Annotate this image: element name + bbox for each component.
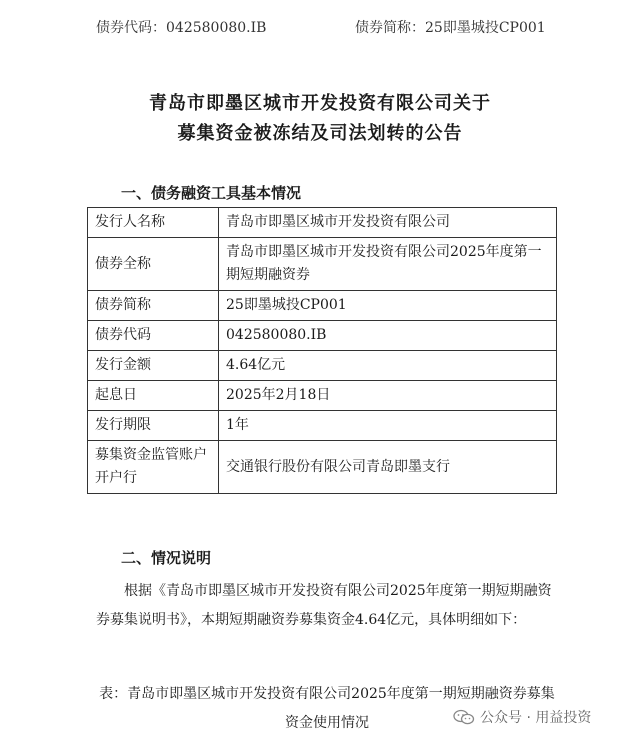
watermark-text: 公众号 · 用益投资 [480,710,592,726]
table-caption: 表：青岛市即墨区城市开发投资有限公司2025年度第一期短期融资券募集资金使用情况 [99,686,555,731]
wechat-icon [453,709,475,725]
table-row [88,321,557,351]
row-value: 青岛市即墨区城市开发投资有限公司 [219,208,557,238]
row-key: 发行金额 [88,351,219,381]
table-row [88,381,557,411]
row-key: 募集资金监管账户开户行 [88,441,219,494]
table-row [88,208,557,238]
section-heading-basic-info: 一、债务融资工具基本情况 [121,184,302,202]
row-key: 债券代码 [88,321,219,351]
row-value: 青岛市即墨区城市开发投资有限公司2025年度第一期短期融资券 [219,238,557,291]
row-value: 2025年2月18日 [219,381,557,411]
watermark [453,707,591,727]
row-value: 042580080.IB [219,321,557,351]
row-key: 发行期限 [88,411,219,441]
bond-info-table [87,207,557,494]
row-key: 起息日 [88,381,219,411]
row-key: 债券全称 [88,238,219,291]
page-title-line1: 青岛市即墨区城市开发投资有限公司关于 [149,93,491,114]
page-title-line2: 募集资金被冻结及司法划转的公告 [177,123,463,144]
table-row [88,291,557,321]
row-value: 交通银行股份有限公司青岛即墨支行 [219,441,557,494]
explanation-paragraph: 根据《青岛市即墨区城市开发投资有限公司2025年度第一期短期融资券募集说明书》，本期短期融资券募集资金4.64亿元，具体明细如下： [96,583,552,628]
table-row [88,441,557,494]
row-value: 25即墨城投CP001 [219,291,557,321]
table-row [88,351,557,381]
row-value: 1年 [219,411,557,441]
row-key: 债券简称 [88,291,219,321]
bond-abbr-header: 债券简称：25即墨城投CP001 [355,20,546,36]
row-key: 发行人名称 [88,208,219,238]
table-row [88,411,557,441]
section-heading-explanation: 二、情况说明 [121,549,212,567]
row-value: 4.64亿元 [219,351,557,381]
table-row [88,238,557,291]
bond-code-header: 债券代码：042580080.IB [96,20,267,36]
